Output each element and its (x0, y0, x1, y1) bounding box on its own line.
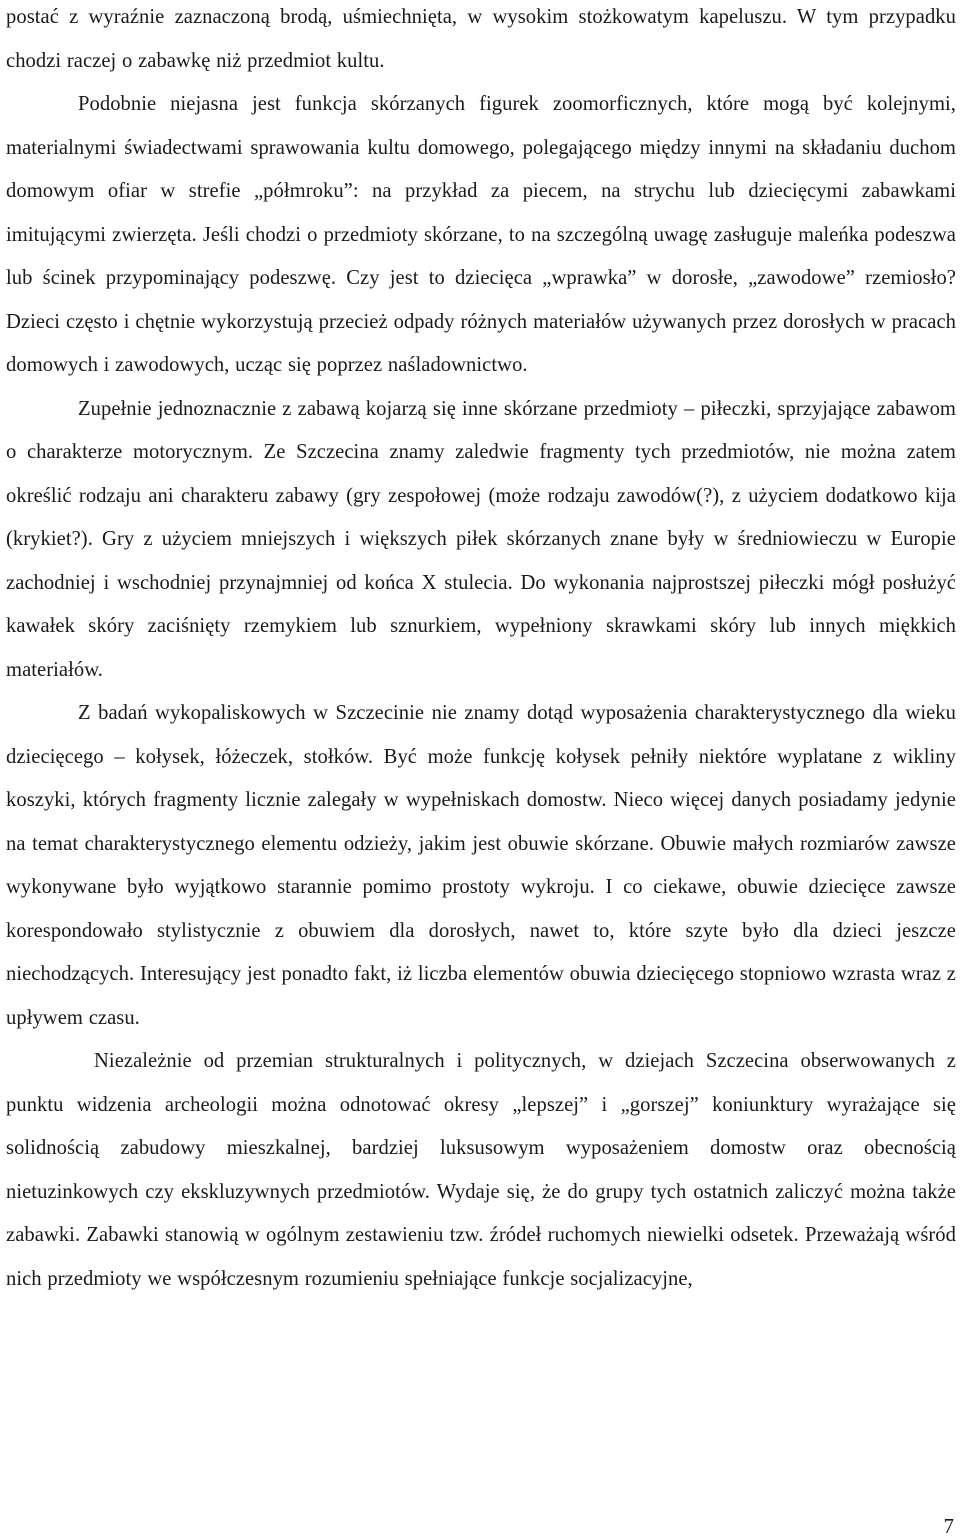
paragraph-figurines: Podobnie niejasna jest funkcja skórzanych figurek zoomorficznych, które mogą być kolejnymi, materialnymi świadectwami sprawowania kultu domowego, polegającego między innymi na składaniu duchom domowym ofiar w strefie „półmroku”: na przykład za piecem, na strychu lub dziecięcymi zabawkami imitującymi zwierzęta. Jeśli chodzi o przedmioty skórzane, to na szczególną uwagę zasługuje maleńka podeszwa lub ścinek przypominający podeszwę. Czy jest to dziecięca „wprawka” w dorosłe, „zawodowe” rzemiosło? Dzieci często i chętnie wykorzystują przecież odpady różnych materiałów używanych przez dorosłych w pracach domowych i zawodowych, ucząc się poprzez naśladownictwo. (6, 93, 956, 376)
paragraph-balls: Zupełnie jednoznacznie z zabawą kojarzą się inne skórzane przedmioty – piłeczki, sprzyjające zabawom o charakterze motorycznym. Ze Szczecina znamy zaledwie fragmenty tych przedmiotów, nie można zatem określić rodzaju ani charakteru zabawy (gry zespołowej (może rodzaju zawodów(?), z użyciem dodatkowo kija (krykiet?). Gry z użyciem mniejszych i większych piłek skórzanych znane były w średniowieczu w Europie zachodniej i wschodniej przynajmniej od końca X stulecia. Do wykonania najprostszej piłeczki mógł posłużyć kawałek skóry zaciśnięty rzemykiem lub sznurkiem, wypełniony skrawkami skóry lub innych miękkich materiałów. (6, 397, 956, 681)
paragraph-continuation: postać z wyraźnie zaznaczoną brodą, uśmiechnięta, w wysokim stożkowatym kapeluszu. W tym przypadku chodzi raczej o zabawkę niż przedmiot kultu. (6, 6, 956, 72)
page-number: 7 (943, 1514, 954, 1538)
body-text (6, 0, 956, 1301)
paragraph-furniture-footwear: Z badań wykopaliskowych w Szczecinie nie znamy dotąd wyposażenia charakterystycznego dla wieku dziecięcego – kołysek, łóżeczek, stołków. Być może funkcję kołysek pełniły niektóre wyplatane z wikliny koszyki, których fragmenty licznie zalegały w wypełniskach domostw. Nieco więcej danych posiadamy jedynie na temat charakterystycznego elementu odzieży, jakim jest obuwie skórzane. Obuwie małych rozmiarów zawsze wykonywane było wyjątkowo starannie pomimo prostoty wykroju. I co ciekawe, obuwie dziecięce zawsze korespondowało stylistycznie z obuwiem dla dorosłych, nawet to, które szyte było dla dzieci jeszcze niechodzących. Interesujący jest ponadto fakt, iż liczba elementów obuwia dziecięcego stopniowo wzrasta wraz z upływem czasu. (6, 702, 956, 1029)
paragraph-economic-periods: Niezależnie od przemian strukturalnych i politycznych, w dziejach Szczecina obserwowanych z punktu widzenia archeologii można odnotować okresy „lepszej” i „gorszej” koniunktury wyrażające się solidnością zabudowy mieszkalnej, bardziej luksusowym wyposażeniem domostw oraz obecnością nietuzinkowych czy ekskluzywnych przedmiotów. Wydaje się, że do grupy tych ostatnich zaliczyć można także zabawki. Zabawki stanowią w ogólnym zestawieniu tzw. źródeł ruchomych niewielki odsetek. Przeważają wśród nich przedmioty we współczesnym rozumieniu spełniające funkcje socjalizacyjne, (6, 1050, 956, 1290)
